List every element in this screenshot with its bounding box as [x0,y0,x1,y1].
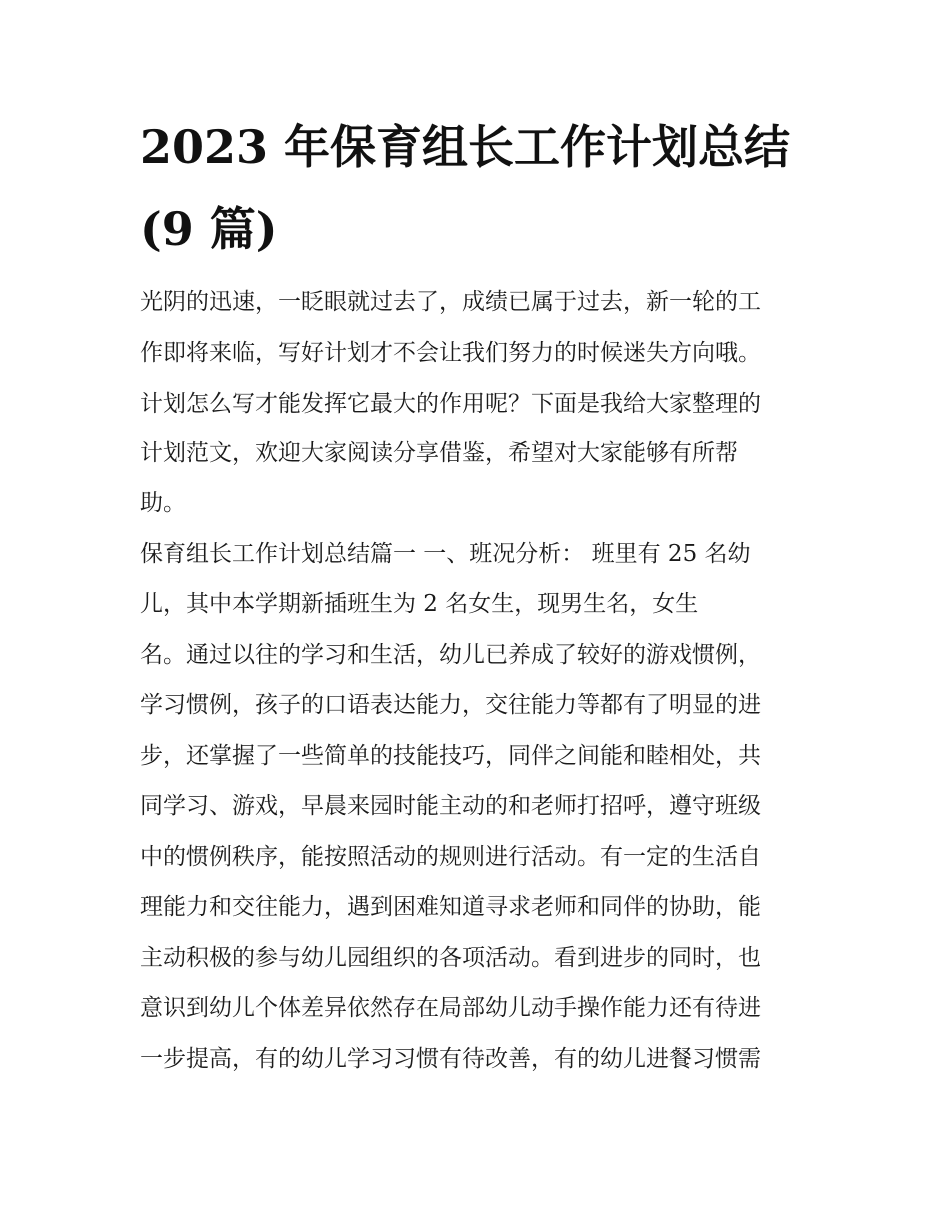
document-title-line-1: 2023 年保育组长工作计划总结 [140,120,791,174]
body-line: 步，还掌握了一些简单的技能技巧，同伴之间能和睦相处，共 [140,743,761,769]
body-line: 光阴的迅速，一眨眼就过去了，成绩已属于过去，新一轮的工 [140,289,761,315]
body-line: 中的惯例秩序，能按照活动的规则进行活动。有一定的生活自 [140,844,761,870]
body-line: 意识到幼儿个体差异依然存在局部幼儿动手操作能力还有待进 [140,995,761,1021]
body-line: 理能力和交往能力，遇到困难知道寻求老师和同伴的协助，能 [140,894,761,920]
body-line: 学习惯例，孩子的口语表达能力，交往能力等都有了明显的进 [140,692,761,718]
body-line: 同学习、游戏，早晨来园时能主动的和老师打招呼，遵守班级 [140,793,761,819]
body-line: 儿，其中本学期新插班生为 2 名女生，现男生名，女生 [140,591,699,617]
body-line: 助。 [140,490,186,516]
body-line: 计划怎么写才能发挥它最大的作用呢？下面是我给大家整理的 [140,391,761,417]
body-line: 名。通过以往的学习和生活，幼儿已养成了较好的游戏惯例， [140,642,761,668]
body-line: 计划范文，欢迎大家阅读分享借鉴，希望对大家能够有所帮 [140,440,738,466]
body-line: 主动积极的参与幼儿园组织的各项活动。看到进步的同时，也 [140,945,761,971]
body-line: 保育组长工作计划总结篇一 一、班况分析： 班里有 25 名幼 [140,541,751,567]
body-line: 一步提高，有的幼儿学习习惯有待改善，有的幼儿进餐习惯需 [140,1046,761,1072]
document-title-line-2: (9 篇) [140,202,278,256]
body-line: 作即将来临，写好计划才不会让我们努力的时候迷失方向哦。 [140,340,761,366]
